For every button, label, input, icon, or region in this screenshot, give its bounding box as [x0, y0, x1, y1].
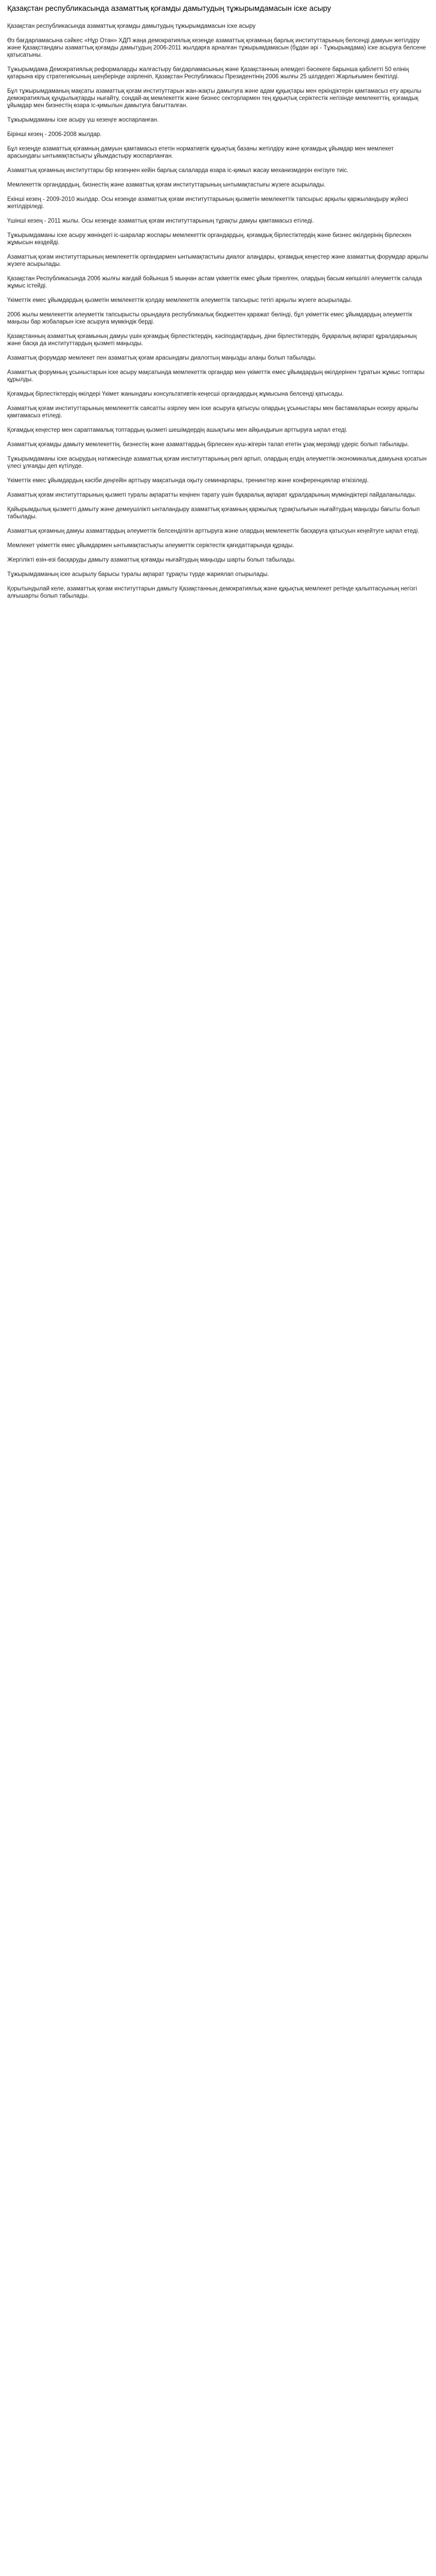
paragraph: Азаматтық форумдар мемлекет пен азаматтық қоғам арасындағы диалогтың маңызды алаңы болып табылады. [7, 355, 317, 361]
paragraph: Азаматтық қоғам институттарының қызметі туралы ақпаратты кеңінен тарату үшін бұқаралық ақпарат құралдарының мүмкіндіктері пайдаланылады. [7, 492, 416, 498]
paragraph: Бұл тұжырымдаманың мақсаты азаматтық қоғам институттарын жан-жақты дамытуға және адам құқықтары мен еркіндіктерін қамтамасыз ету арқылы демократиялық құндылықтарды нығайту, сондай-ақ мемлекеттік және бизнес секторлармен тең құқықтық серіктестік негізінде мемлекеттің, қоғамдық ұйымдар мен бизнестің өзара іс-қимылын дамытуға бағытталған. [7, 88, 422, 109]
paragraph: Қазақстан Республикасында 2006 жылғы жағдай бойынша 5 мыңнан астам үкіметтік емес ұйым тіркелген, олардың басым көпшілігі әлеуметтік салада жұмыс істейді. [7, 276, 422, 289]
paragraph: Бірінші кезең - 2006-2008 жылдар. [7, 131, 102, 138]
paragraph: Қайырымдылық қызметті дамыту және демеушілікті ынталандыру азаматтық қоғамның қаржылық тұрақтылығын нығайтудың маңызды бағыты болып табылады. [7, 506, 420, 520]
paragraph: Қоғамдық кеңестер мен сараптамалық топтардың қызметі шешімдердің ашықтығы мен айқындығын арттыруға ықпал етеді. [7, 427, 347, 433]
paragraph: Азаматтық қоғам институттарының мемлекеттік органдармен ынтымақтастығы диалог алаңдары, қоғамдық кеңестер және азаматтық форумдар арқылы жүзеге асырылады. [7, 254, 429, 267]
paragraph: 2006 жылы мемлекеттік әлеуметтік тапсырысты орындауға республикалық бюджеттен қаражат бөлінді, бұл үкіметтік емес ұйымдардың әлеуметтік маңызы бар жобаларын іске асыруға мүмкіндік берді. [7, 312, 412, 325]
paragraph: Үкіметтік емес ұйымдардың кәсіби деңгейін арттыру мақсатында оқыту семинарлары, тренингтер және конференциялар өткізіледі. [7, 478, 369, 484]
paragraph: Үкіметтік емес ұйымдардың қызметін мемлекеттік қолдау мемлекеттік әлеуметтік тапсырыс тетігі арқылы жүзеге асырылады. [7, 297, 352, 303]
page-title: Қазақстан республикасында азаматтық қоғамды дамытудың тұжырымдамасын іске асыру [7, 4, 332, 13]
paragraph: Қазақстан республикасында азаматтық қоғамды дамытудың тұжырымдамасын іске асыру [7, 23, 256, 29]
paragraph: Тұжырымдаманы іске асыру үш кезеңге жоспарланған. [7, 117, 159, 123]
paragraph: Өз бағдарламасына сәйкес «Нұр Отан» ХДП жаңа демократиялық кезеңде азаматтық қоғамның барлық институттарының белсенді дамуын жетілдіру және Қазақстандағы азаматтық қоғамды дамытудың 2006-2011 жылдарға арналған тұжырымдамасын (бұдан әрі - Тұжырымдама) іске асыруға белсене қатысатыны. [7, 38, 426, 58]
paragraph: Азаматтық қоғамды дамыту мемлекеттің, бизнестің және азаматтардың бірлескен күш-жігерін талап ететін ұзақ мерзімді үдеріс болып табылады. [7, 442, 409, 448]
paragraph: Тұжырымдама Демократиялық реформаларды жалғастыру бағдарламасының және Қазақстанның әлемдегі бәсекеге барынша қабілетті 50 елінің қатарына кіру стратегиясының шеңберінде әзірленіп, Қазақстан Республикасы Президентінің 2006 жылғы 25 шілдедегі Жарлығымен бекітілді. [7, 66, 409, 80]
paragraph: Бұл кезеңде азаматтық қоғамның дамуын қамтамасыз ететін нормативтік құқықтық базаны жетілдіру және қоғамдық ұйымдар мен мемлекет арасындағы ынтымақтастықты ұйымдастыру жоспарланған. [7, 146, 394, 159]
paragraph: Азаматтық қоғам институттарының мемлекеттік саясатты әзірлеу мен іске асыруға қатысуы олардың ұсыныстары мен бастамаларын ескеру арқылы қамтамасыз етіледі. [7, 405, 418, 419]
paragraph: Қоғамдық бірлестіктердің өкілдері Үкімет жанындағы консультативтік-кеңесші органдардың жұмысына белсенді қатысады. [7, 391, 344, 397]
paragraph: Тұжырымдаманы іске асыру жөніндегі іс-шаралар жоспары мемлекеттік органдардың, қоғамдық бірлестіктердің және бизнес өкілдерінің бірлескен жұмысын көздейді. [7, 232, 412, 246]
paragraph: Қорытындылай келе, азаматтық қоғам институттарын дамыту Қазақстанның демократиялық және құқықтық мемлекет ретінде қалыптасуының негізгі алғышарты болып табылады. [7, 586, 417, 599]
document-body [7, 23, 429, 600]
paragraph: Тұжырымдаманы іске асырудың нәтижесінде азаматтық қоғам институттарының рөлі артып, олардың елдің әлеуметтік-экономикалық дамуына қосатын үлесі ұлғаяды деп күтілуде. [7, 456, 427, 469]
paragraph: Азаматтық қоғамның дамуы азаматтардың әлеуметтік белсенділігін арттыруға және олардың мемлекеттік басқаруға қатысуын кеңейтуге ықпал етеді. [7, 528, 420, 534]
paragraph: Екінші кезең - 2009-2010 жылдар. Осы кезеңде азаматтық қоғам институттарының қызметін мемлекеттік тапсырыс арқылы қаржыландыру жүйесі жетілдіріледі. [7, 196, 408, 210]
paragraph: Жергілікті өзін-өзі басқаруды дамыту азаматтық қоғамды нығайтудың маңызды шарты болып табылады. [7, 557, 296, 563]
document-page [0, 0, 436, 600]
paragraph: Үшінші кезең - 2011 жылы. Осы кезеңде азаматтық қоғам институттарының тұрақты дамуы қамтамасыз етіледі. [7, 218, 314, 224]
paragraph: Мемлекет үкіметтік емес ұйымдармен ынтымақтастықты әлеуметтік серіктестік қағидаттарында құрады. [7, 543, 294, 549]
paragraph: Азаматтық қоғамның институттары бір кезеңнен кейін барлық салаларда өзара іс-қимыл жасау механизмдерін енгізуге тиіс. [7, 167, 349, 174]
paragraph: Қазақстанның азаматтық қоғамының дамуы үшін қоғамдық бірлестіктердің, кәсіподақтардың, діни бірлестіктердің, бұқаралық ақпарат құралдарының және басқа да институттардың қызметі маңызды. [7, 333, 417, 347]
paragraph: Азаматтық форумның ұсыныстарын іске асыру мақсатында мемлекеттік органдар мен үкіметтік емес ұйымдардың өкілдерінен тұратын жұмыс топтары құрылды. [7, 369, 425, 383]
paragraph: Мемлекеттік органдардың, бизнестің және азаматтық қоғам институттарының ынтымақтастығы жүзеге асырылады. [7, 182, 326, 188]
paragraph: Тұжырымдаманың іске асырылу барысы туралы ақпарат тұрақты түрде жариялап отырылады. [7, 571, 269, 578]
